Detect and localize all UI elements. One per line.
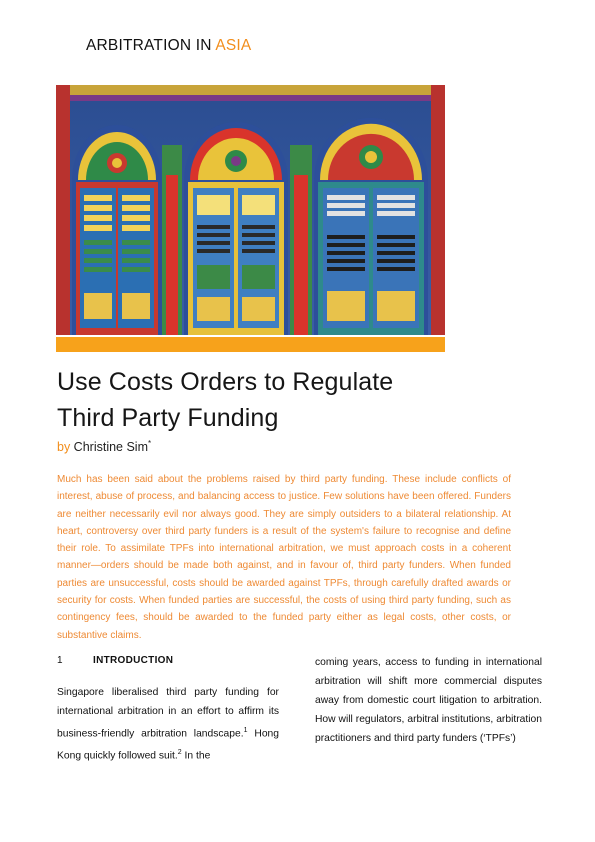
section-number: 1 [57,655,63,666]
abstract: Much has been said about the problems raised by third party funding. These include conflicts of interest, abuse of process, and balancing access to justice. Few solutions have been offered. Funders are neither necessarily evil nor always good. They are simply outsiders to a bilateral relationship. At heart, controversy over third party funders is a result of the system's failure to recognise and define their role. To assimilate TPFs into international arbitration, we must approach costs in a coherent manner—orders should be made both against, and in favour of, third party funders. When funded parties are unsuccessful, costs should be awarded against TPFs, through carefully drafted awards or security for costs. When funded parties are successful, the costs of using third party funding, such as contingency fees, should be awarded to the funded party either as legal costs, other costs, or substantive claims. [57,474,511,641]
footnote-ref-1[interactable]: 1 [243,727,248,734]
byline [57,439,151,454]
article-title-line1: Use Costs Orders to Regulate [57,368,394,396]
header-title-accent: ASIA [215,37,252,54]
body-text: In the [181,750,211,762]
author-footnote-mark: * [148,439,152,448]
section-title: INTRODUCTION [93,655,174,666]
body-column-left [57,683,279,766]
byline-label: by [57,440,71,455]
author-name: Christine Sim [70,440,148,455]
footnote-ref-2[interactable]: 2 [177,749,182,757]
running-header [86,37,251,55]
hero-image [56,85,445,335]
article-title-line2: Third Party Funding [57,404,279,432]
section-heading [57,655,287,666]
body-text: Singapore liberalised third party funding for international arbitration in an effort to affirm its business-friendly arbitration landscape. [57,687,279,740]
header-title: ARBITRATION IN [86,37,216,54]
article-title [57,364,517,436]
accent-bar [56,337,445,352]
body-column-right: coming years, access to funding in international arbitration will shift more commercial disputes away from domestic court litigation to arbitration. How will regulators, arbitral institutions, arbitration practitioners and third party funders (‘TPFs’) [315,657,542,744]
colorful-shutters-photo-icon [56,85,445,335]
body-text: Hong Kong quickly followed suit. [57,728,280,762]
